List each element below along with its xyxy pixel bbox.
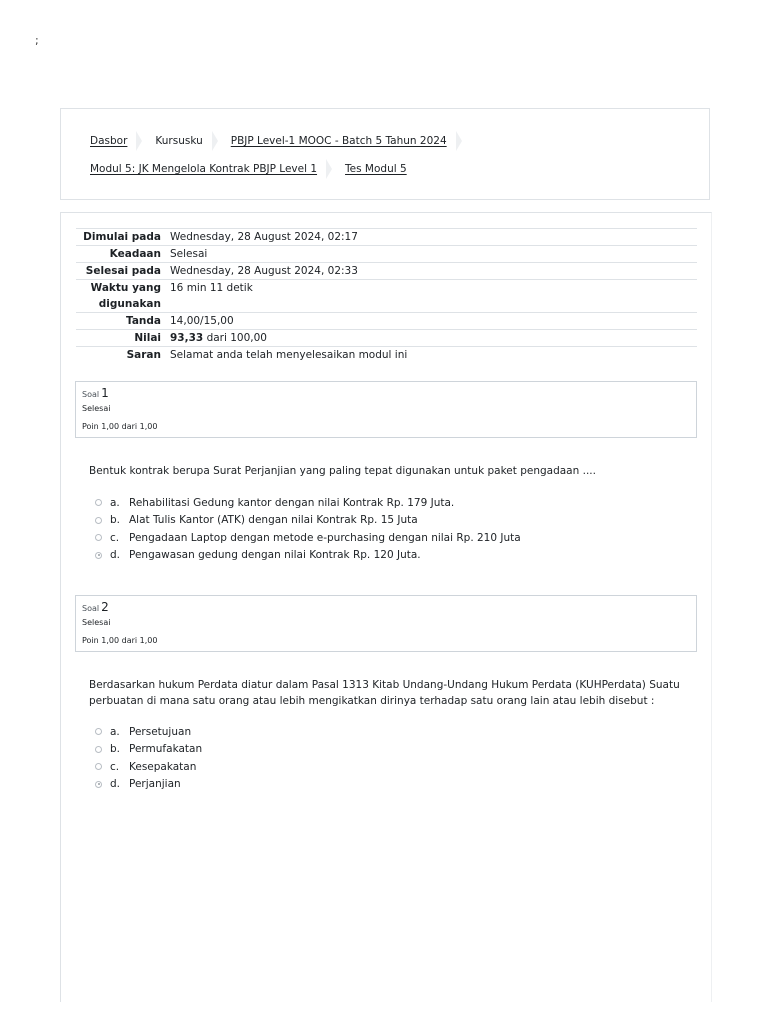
started-label: Dimulai pada xyxy=(83,231,161,243)
answer-option-selected[interactable] xyxy=(95,776,202,794)
radio-icon[interactable] xyxy=(95,499,102,506)
summary-row-grade xyxy=(76,330,697,347)
question-2-info xyxy=(75,595,697,652)
radio-checked-icon[interactable] xyxy=(95,781,102,788)
answer-option[interactable] xyxy=(95,758,202,776)
answer-letter: c. xyxy=(110,760,120,773)
breadcrumb-quiz[interactable]: Tes Modul 5 xyxy=(345,163,407,175)
question-number: Soal 1 xyxy=(82,386,109,400)
answer-text: Perjanjian xyxy=(129,778,181,791)
breadcrumb-separator-icon xyxy=(326,159,332,179)
question-number: Soal 2 xyxy=(82,600,109,614)
question-state: Selesai xyxy=(82,404,111,413)
breadcrumb-separator-icon xyxy=(212,131,218,151)
radio-icon[interactable] xyxy=(95,517,102,524)
radio-checked-icon[interactable] xyxy=(95,552,102,559)
summary-row-started xyxy=(76,229,697,246)
answer-option[interactable] xyxy=(95,529,521,547)
question-1-answers xyxy=(95,494,521,564)
breadcrumb-separator-icon xyxy=(136,131,142,151)
radio-icon[interactable] xyxy=(95,746,102,753)
summary-row-time xyxy=(76,280,697,313)
answer-text: Rehabilitasi Gedung kantor dengan nilai Kontrak Rp. 179 Juta. xyxy=(129,496,455,509)
answer-text: Alat Tulis Kantor (ATK) dengan nilai Kontrak Rp. 15 Juta xyxy=(129,514,418,527)
quiz-review-panel xyxy=(60,212,712,1002)
attempt-summary-table xyxy=(76,228,697,363)
breadcrumb-module[interactable]: Modul 5: JK Mengelola Kontrak PBJP Level 1 xyxy=(90,163,318,175)
question-2-answers xyxy=(95,723,202,793)
answer-text: Persetujuan xyxy=(129,725,192,738)
answer-option[interactable] xyxy=(95,512,521,530)
breadcrumb-kursusku: Kursusku xyxy=(155,135,203,147)
breadcrumb xyxy=(60,108,710,200)
marks-value: 14,00/15,00 xyxy=(170,315,234,327)
answer-letter: c. xyxy=(110,531,120,544)
summary-row-completed xyxy=(76,263,697,280)
breadcrumb-course[interactable]: PBJP Level-1 MOOC - Batch 5 Tahun 2024 xyxy=(230,135,447,147)
answer-option[interactable] xyxy=(95,494,521,512)
answer-letter: b. xyxy=(110,743,121,756)
breadcrumb-row-2 xyxy=(90,159,407,179)
completed-value: Wednesday, 28 August 2024, 02:33 xyxy=(170,265,358,277)
radio-icon[interactable] xyxy=(95,728,102,735)
feedback-label: Saran xyxy=(126,349,161,361)
answer-letter: b. xyxy=(110,514,121,527)
answer-text: Pengawasan gedung dengan nilai Kontrak Rp. 120 Juta. xyxy=(129,549,421,562)
time-value: 16 min 11 detik xyxy=(170,282,253,294)
started-value: Wednesday, 28 August 2024, 02:17 xyxy=(170,231,358,243)
grade-value xyxy=(170,330,697,347)
answer-text: Permufakatan xyxy=(129,743,203,756)
radio-icon[interactable] xyxy=(95,763,102,770)
breadcrumb-separator-icon xyxy=(456,131,462,151)
answer-text: Kesepakatan xyxy=(129,760,197,773)
answer-letter: a. xyxy=(110,725,120,738)
radio-icon[interactable] xyxy=(95,534,102,541)
grade-label: Nilai xyxy=(134,332,161,344)
question-grade: Poin 1,00 dari 1,00 xyxy=(82,636,158,645)
question-2-text: Berdasarkan hukum Perdata diatur dalam Pasal 1313 Kitab Undang-Undang Hukum Perdata (KUHPerdata) Suatu perbuatan di mana satu orang atau lebih mengikatkan dirinya terhadap satu orang lain atau lebih disebut : xyxy=(89,679,680,707)
answer-letter: d. xyxy=(110,778,121,791)
time-label: Waktu yang digunakan xyxy=(90,282,161,310)
answer-letter: a. xyxy=(110,496,120,509)
state-label: Keadaan xyxy=(109,248,161,260)
breadcrumb-row-1 xyxy=(90,131,475,151)
answer-option-selected[interactable] xyxy=(95,547,521,565)
summary-row-feedback xyxy=(76,347,697,364)
summary-row-state xyxy=(76,246,697,263)
question-grade: Poin 1,00 dari 1,00 xyxy=(82,422,158,431)
answer-text: Pengadaan Laptop dengan metode e-purchasing dengan nilai Rp. 210 Juta xyxy=(129,531,521,544)
answer-option[interactable] xyxy=(95,741,202,759)
question-state: Selesai xyxy=(82,618,111,627)
answer-letter: d. xyxy=(110,549,121,562)
question-1-info xyxy=(75,381,697,438)
feedback-value: Selamat anda telah menyelesaikan modul ini xyxy=(170,349,408,361)
marks-label: Tanda xyxy=(126,315,161,327)
question-1-text: Bentuk kontrak berupa Surat Perjanjian yang paling tepat digunakan untuk paket pengadaan .... xyxy=(89,465,596,477)
answer-option[interactable] xyxy=(95,723,202,741)
breadcrumb-dasbor[interactable]: Dasbor xyxy=(90,135,128,147)
grade-rest: dari 100,00 xyxy=(206,332,267,344)
state-value: Selesai xyxy=(170,248,208,260)
summary-row-marks xyxy=(76,313,697,330)
stray-character: ; xyxy=(35,34,39,47)
completed-label: Selesai pada xyxy=(85,265,161,277)
grade-score: 93,33 xyxy=(170,332,204,344)
